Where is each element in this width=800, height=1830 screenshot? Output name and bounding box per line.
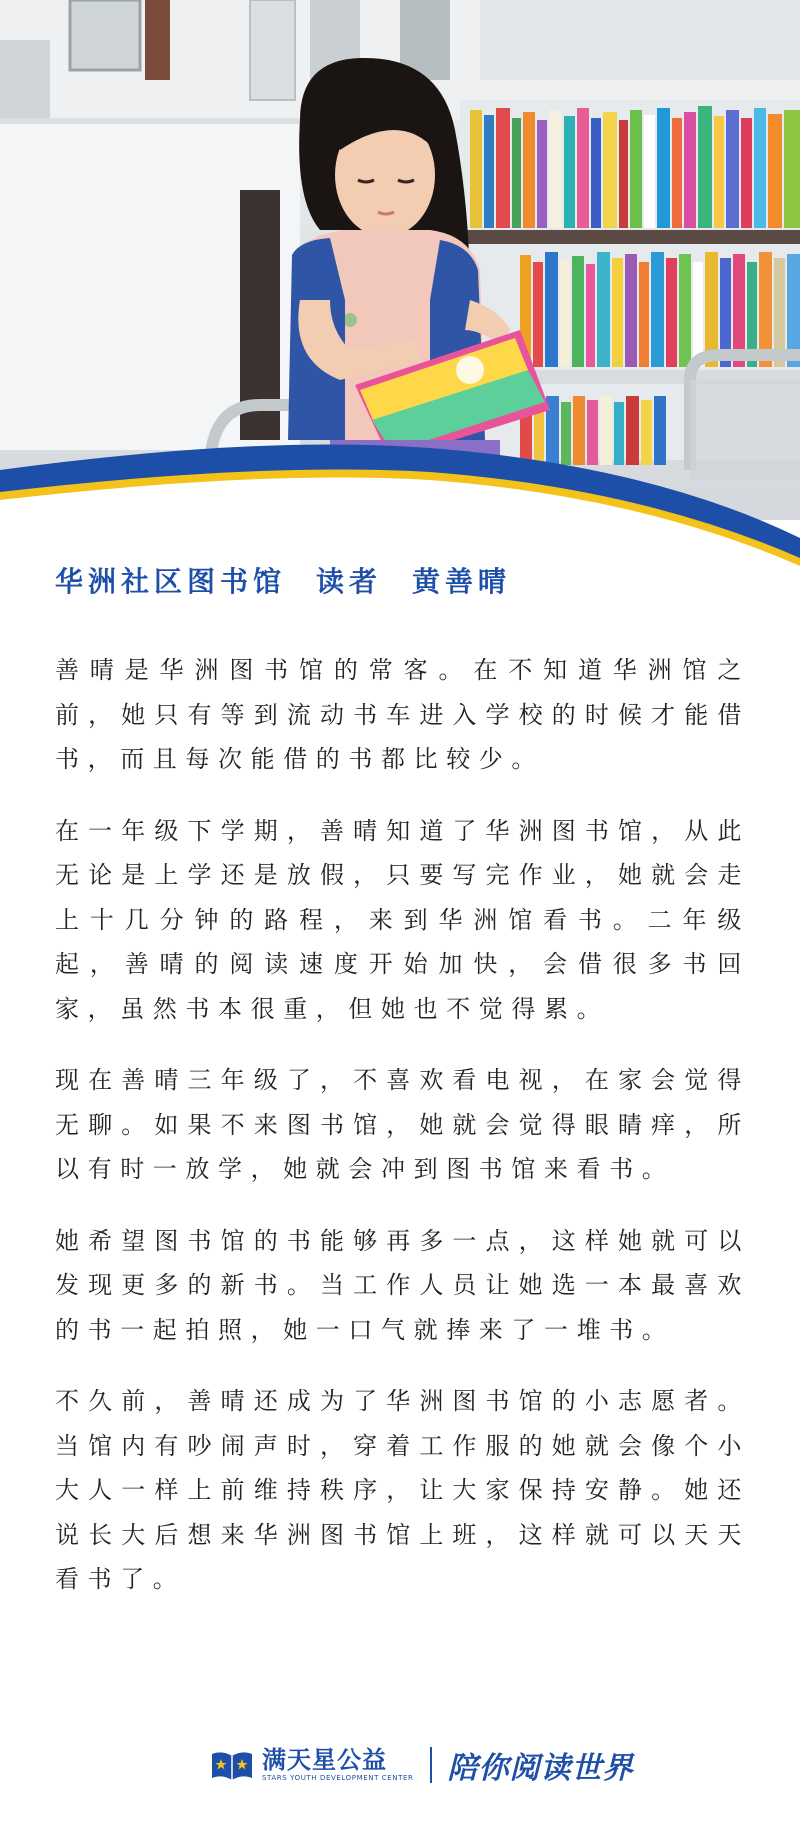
paragraph: 在一年级下学期，善晴知道了华洲图书馆，从此无论是上学还是放假，只要写完作业，她就会走上十几分钟的路程，来到华洲馆看书。二年级起，善晴的阅读速度开始加快，会借很多书回家，虽然书本很重，但她也不觉得累。 bbox=[55, 816, 750, 1023]
footer bbox=[0, 1735, 800, 1795]
slogan: 陪你阅读世界 bbox=[447, 1751, 634, 1786]
open-book-stars-icon bbox=[210, 1748, 254, 1782]
footer-divider bbox=[430, 1747, 432, 1783]
paragraph: 善晴是华洲图书馆的常客。在不知道华洲馆之前，她只有等到流动书车进入学校的时候才能借书，而且每次能借的书都比较少。 bbox=[55, 656, 750, 773]
brand-logo bbox=[210, 1747, 414, 1783]
footer-brand-bar bbox=[210, 1735, 634, 1795]
article-body bbox=[55, 560, 750, 1629]
article-heading bbox=[55, 560, 750, 600]
library-name: 华洲社区图书馆 bbox=[55, 565, 287, 598]
paragraph: 不久前，善晴还成为了华洲图书馆的小志愿者。当馆内有吵闹声时，穿着工作服的她就会像个小大人一样上前维持秩序，让大家保持安静。她还说长大后想来华洲图书馆上班，这样就可以天天看书了。 bbox=[55, 1387, 750, 1593]
reader-role: 读者 bbox=[316, 565, 383, 598]
brand-subtitle: STARS YOUTH DEVELOPMENT CENTER bbox=[262, 1774, 414, 1782]
brand-name: 满天星公益 bbox=[262, 1746, 387, 1774]
paragraph: 现在善晴三年级了，不喜欢看电视，在家会觉得无聊。如果不来图书馆，她就会觉得眼睛痒，所以有时一放学，她就会冲到图书馆来看书。 bbox=[55, 1066, 750, 1183]
reader-name: 黄善晴 bbox=[412, 565, 512, 598]
paragraph: 她希望图书馆的书能够再多一点，这样她就可以发现更多的新书。当工作人员让她选一本最喜欢的书一起拍照，她一口气就捧来了一堆书。 bbox=[55, 1226, 750, 1344]
